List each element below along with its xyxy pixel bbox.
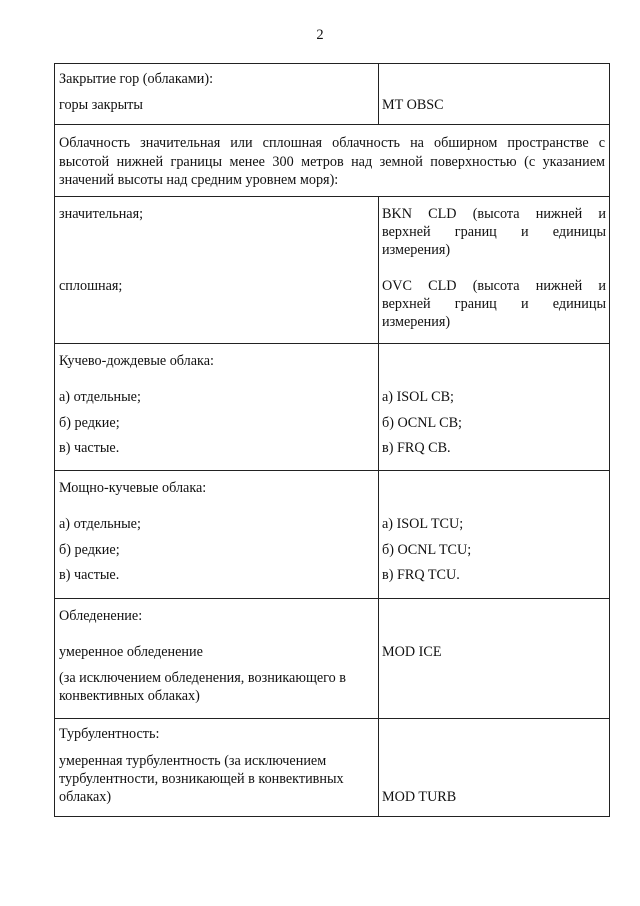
cb-item: а) отдельные; <box>59 389 141 405</box>
cb-item: б) редкие; <box>59 415 120 431</box>
cb-item: в) частые. <box>59 440 120 456</box>
bkn-item: значительная; <box>59 206 144 222</box>
cell-code <box>379 64 609 124</box>
bkn-code-line2: верхней границ и единицы <box>382 224 606 240</box>
tcu-heading: Мощно-кучевые облака: <box>59 480 207 496</box>
cell-code <box>379 471 609 598</box>
cell-description <box>55 719 379 816</box>
mountains-heading: Закрытие гор (облаками): <box>59 71 214 87</box>
bkn-code-line1: BKN CLD (высота нижней и <box>382 206 606 222</box>
cell-description <box>55 599 379 718</box>
table-row-cb <box>55 343 609 470</box>
cell-code <box>379 599 609 718</box>
ovc-code-line2: верхней границ и единицы <box>382 296 606 312</box>
cell-code <box>379 344 609 470</box>
cell-description <box>55 64 379 124</box>
ice-note-line1: (за исключением обледенения, возникающего в <box>59 670 346 686</box>
cb-code: в) FRQ CB. <box>382 440 451 456</box>
ice-heading: Обледенение: <box>59 608 143 624</box>
tcu-item: б) редкие; <box>59 542 120 558</box>
ovc-code-line1: OVC CLD (высота нижней и <box>382 278 606 294</box>
cell-description <box>55 471 379 598</box>
table-row-turb <box>55 718 609 816</box>
table-row-mountains <box>55 64 609 124</box>
table-row-ice <box>55 598 609 718</box>
tcu-code: б) OCNL TCU; <box>382 542 472 558</box>
cell-description <box>55 197 379 343</box>
ice-note-line2: конвективных облаках) <box>59 688 200 704</box>
tcu-item: а) отдельные; <box>59 516 141 532</box>
ice-item: умеренное обледенение <box>59 644 203 660</box>
phenomena-table <box>54 63 610 817</box>
page-number: 2 <box>316 27 324 43</box>
cb-code: а) ISOL CB; <box>382 389 454 405</box>
table-row-cloudiness <box>55 124 609 196</box>
turb-item-line3: облаках) <box>59 789 112 805</box>
table-row-bkn-ovc <box>55 196 609 343</box>
cell-description <box>55 344 379 470</box>
cell-code <box>379 197 609 343</box>
cb-heading: Кучево-дождевые облака: <box>59 353 214 369</box>
turb-item-line1: умеренная турбулентность (за исключением <box>59 753 327 769</box>
cloudiness-text: Облачность значительная или сплошная облачность на обширном пространстве с высотой нижней границы менее 300 метров над земной поверхностью (с указанием значений высоты над средним уровнем моря): <box>59 135 605 188</box>
tcu-code: а) ISOL TCU; <box>382 516 464 532</box>
tcu-item: в) частые. <box>59 567 120 583</box>
turb-heading: Турбулентность: <box>59 726 160 742</box>
ovc-item: сплошная; <box>59 278 123 294</box>
turb-item-line2: турбулентности, возникающей в конвективных <box>59 771 344 787</box>
turb-code: MOD TURB <box>382 789 457 805</box>
cell-full <box>55 125 609 196</box>
mountains-item: горы закрыты <box>59 97 143 113</box>
bkn-code-line3: измерения) <box>382 242 451 258</box>
cb-code: б) OCNL CB; <box>382 415 462 431</box>
table-row-tcu <box>55 470 609 598</box>
tcu-code: в) FRQ TCU. <box>382 567 460 583</box>
ice-code: MOD ICE <box>382 644 442 660</box>
mountains-code: MT OBSC <box>382 97 444 113</box>
ovc-code-line3: измерения) <box>382 314 451 330</box>
cell-code <box>379 719 609 816</box>
